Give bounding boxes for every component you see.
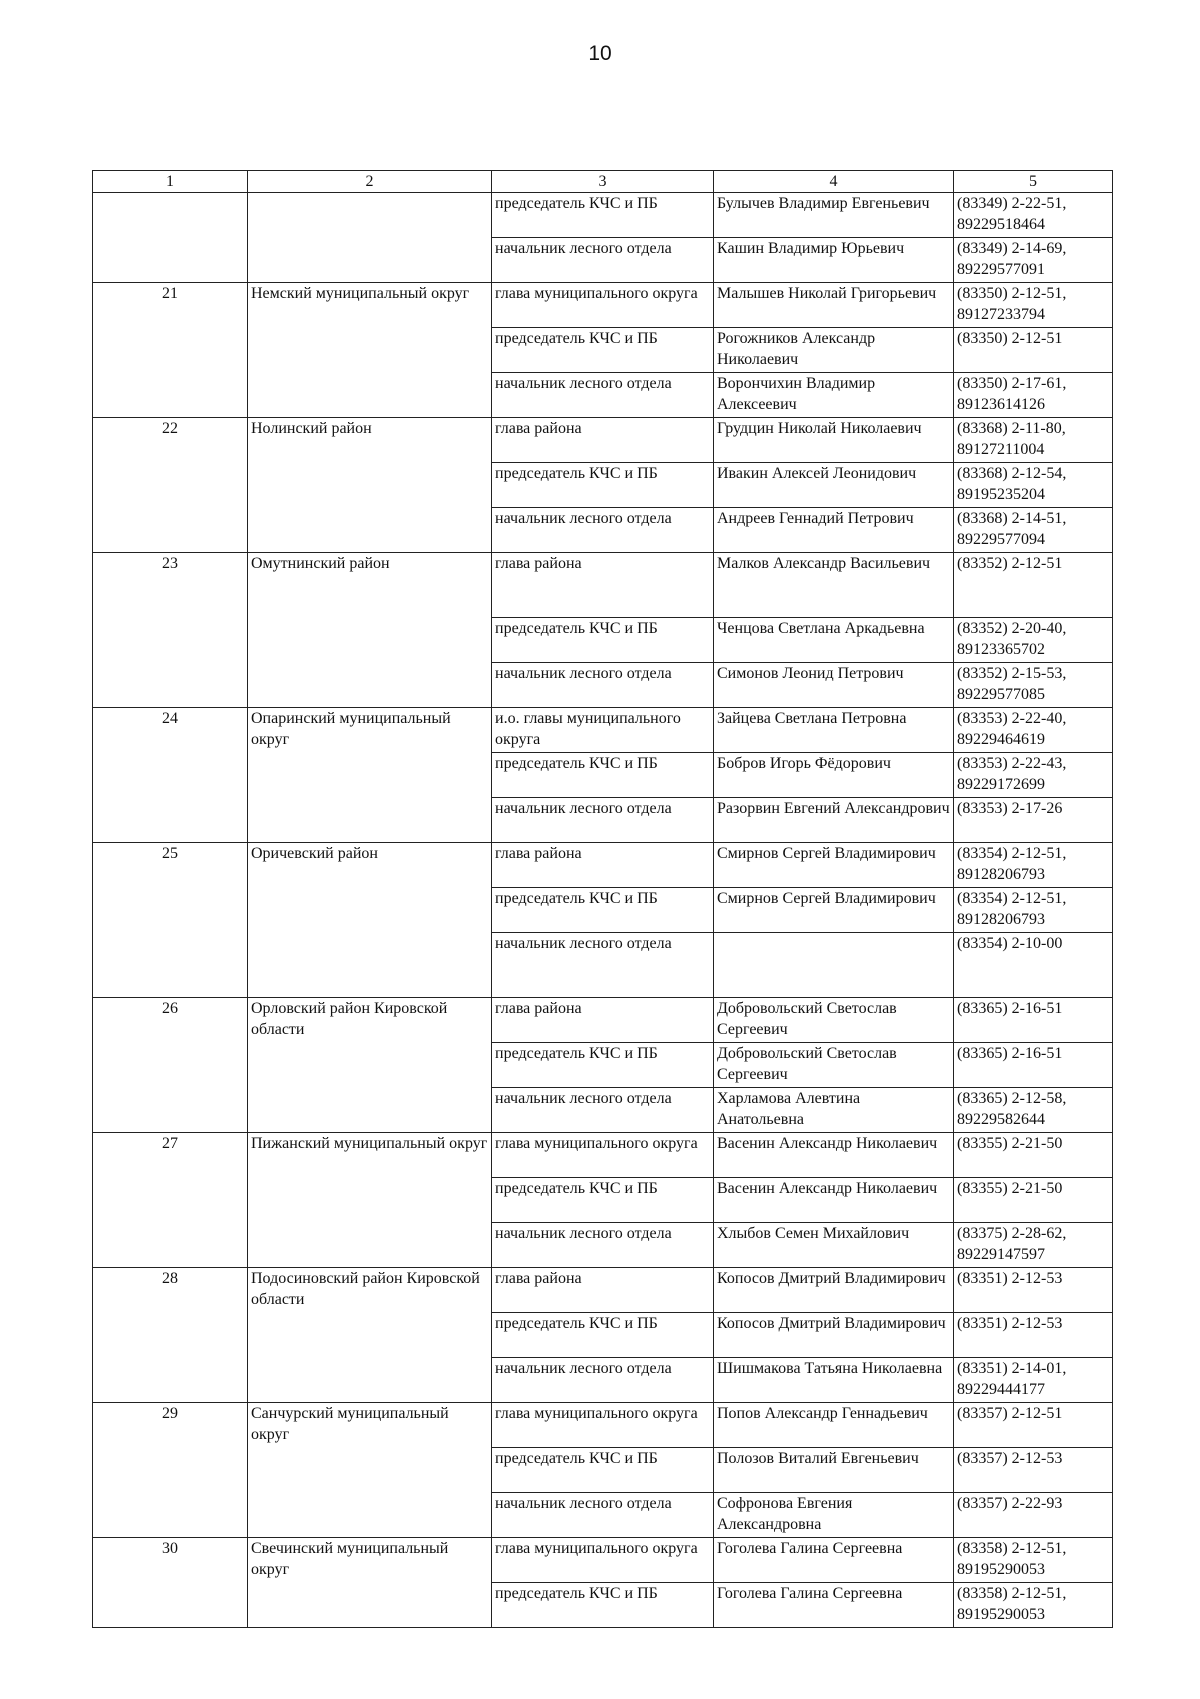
position-cell: председатель КЧС и ПБ: [492, 1448, 714, 1493]
phone-cell: (83350) 2-17-61, 89123614126: [954, 373, 1113, 418]
table-row: [93, 418, 1113, 463]
row-number: 24: [93, 708, 248, 843]
table-row: [93, 283, 1113, 328]
phone-cell: (83365) 2-16-51: [954, 1043, 1113, 1088]
position-cell: глава муниципального округа: [492, 1403, 714, 1448]
person-name-cell: [714, 933, 954, 998]
row-number: 30: [93, 1538, 248, 1628]
phone-cell: (83357) 2-12-51: [954, 1403, 1113, 1448]
phone-cell: (83352) 2-20-40, 89123365702: [954, 618, 1113, 663]
person-name-cell: Смирнов Сергей Владимирович: [714, 843, 954, 888]
person-name-cell: Ивакин Алексей Леонидович: [714, 463, 954, 508]
position-cell: начальник лесного отдела: [492, 663, 714, 708]
position-cell: начальник лесного отдела: [492, 798, 714, 843]
column-header-4: 4: [714, 171, 954, 193]
phone-cell: (83355) 2-21-50: [954, 1178, 1113, 1223]
person-name-cell: Харламова Алевтина Анатольевна: [714, 1088, 954, 1133]
person-name-cell: Васенин Александр Николаевич: [714, 1178, 954, 1223]
page-number: 10: [588, 42, 612, 65]
column-header-2: 2: [248, 171, 492, 193]
row-number: 22: [93, 418, 248, 553]
person-name-cell: Полозов Виталий Евгеньевич: [714, 1448, 954, 1493]
phone-cell: (83357) 2-12-53: [954, 1448, 1113, 1493]
position-cell: глава муниципального округа: [492, 1538, 714, 1583]
person-name-cell: Гоголева Галина Сергеевна: [714, 1583, 954, 1628]
table-row: [93, 1268, 1113, 1313]
phone-cell: (83353) 2-22-40, 89229464619: [954, 708, 1113, 753]
contacts-table: [92, 170, 1113, 1628]
row-number: 27: [93, 1133, 248, 1268]
row-number: [93, 193, 248, 283]
person-name-cell: Кашин Владимир Юрьевич: [714, 238, 954, 283]
municipality-name: Свечинский муниципальный округ: [248, 1538, 492, 1628]
position-cell: начальник лесного отдела: [492, 1493, 714, 1538]
municipality-name: Опаринский муниципальный округ: [248, 708, 492, 843]
header-row: [93, 171, 1113, 193]
table-row: [93, 708, 1113, 753]
person-name-cell: Добровольский Светослав Сергеевич: [714, 1043, 954, 1088]
person-name-cell: Ченцова Светлана Аркадьевна: [714, 618, 954, 663]
position-cell: начальник лесного отдела: [492, 933, 714, 998]
person-name-cell: Добровольский Светослав Сергеевич: [714, 998, 954, 1043]
position-cell: председатель КЧС и ПБ: [492, 618, 714, 663]
phone-cell: (83353) 2-17-26: [954, 798, 1113, 843]
phone-cell: (83350) 2-12-51, 89127233794: [954, 283, 1113, 328]
table-body: [93, 193, 1113, 1628]
row-number: 26: [93, 998, 248, 1133]
position-cell: начальник лесного отдела: [492, 1358, 714, 1403]
table-row: [93, 843, 1113, 888]
phone-cell: (83352) 2-15-53, 89229577085: [954, 663, 1113, 708]
person-name-cell: Булычев Владимир Евгеньевич: [714, 193, 954, 238]
person-name-cell: Симонов Леонид Петрович: [714, 663, 954, 708]
municipality-name: Нолинский район: [248, 418, 492, 553]
phone-cell: (83352) 2-12-51: [954, 553, 1113, 618]
person-name-cell: Копосов Дмитрий Владимирович: [714, 1313, 954, 1358]
table-row: [93, 1538, 1113, 1583]
phone-cell: (83368) 2-11-80, 89127211004: [954, 418, 1113, 463]
position-cell: председатель КЧС и ПБ: [492, 1178, 714, 1223]
phone-cell: (83355) 2-21-50: [954, 1133, 1113, 1178]
person-name-cell: Попов Александр Геннадьевич: [714, 1403, 954, 1448]
position-cell: начальник лесного отдела: [492, 1088, 714, 1133]
phone-cell: (83351) 2-12-53: [954, 1268, 1113, 1313]
person-name-cell: Шишмакова Татьяна Николаевна: [714, 1358, 954, 1403]
phone-cell: (83354) 2-12-51, 89128206793: [954, 843, 1113, 888]
person-name-cell: Ворончихин Владимир Алексеевич: [714, 373, 954, 418]
position-cell: глава района: [492, 998, 714, 1043]
position-cell: председатель КЧС и ПБ: [492, 888, 714, 933]
person-name-cell: Софронова Евгения Александровна: [714, 1493, 954, 1538]
table-header: [93, 171, 1113, 193]
column-header-1: 1: [93, 171, 248, 193]
position-cell: председатель КЧС и ПБ: [492, 1583, 714, 1628]
position-cell: председатель КЧС и ПБ: [492, 1043, 714, 1088]
position-cell: председатель КЧС и ПБ: [492, 328, 714, 373]
position-cell: начальник лесного отдела: [492, 373, 714, 418]
person-name-cell: Грудцин Николай Николаевич: [714, 418, 954, 463]
row-number: 21: [93, 283, 248, 418]
row-number: 29: [93, 1403, 248, 1538]
position-cell: глава района: [492, 418, 714, 463]
position-cell: начальник лесного отдела: [492, 508, 714, 553]
municipality-name: Подосиновский район Кировской области: [248, 1268, 492, 1403]
phone-cell: (83375) 2-28-62, 89229147597: [954, 1223, 1113, 1268]
position-cell: начальник лесного отдела: [492, 238, 714, 283]
phone-cell: (83350) 2-12-51: [954, 328, 1113, 373]
phone-cell: (83354) 2-12-51, 89128206793: [954, 888, 1113, 933]
municipality-name: Оричевский район: [248, 843, 492, 998]
person-name-cell: Бобров Игорь Фёдорович: [714, 753, 954, 798]
phone-cell: (83365) 2-12-58, 89229582644: [954, 1088, 1113, 1133]
person-name-cell: Хлыбов Семен Михайлович: [714, 1223, 954, 1268]
table-row: [93, 193, 1113, 238]
municipality-name: Санчурский муниципальный округ: [248, 1403, 492, 1538]
municipality-name: Омутнинский район: [248, 553, 492, 708]
position-cell: глава района: [492, 1268, 714, 1313]
person-name-cell: Рогожников Александр Николаевич: [714, 328, 954, 373]
column-header-5: 5: [954, 171, 1113, 193]
municipality-name: Немский муниципальный округ: [248, 283, 492, 418]
table-row: [93, 1133, 1113, 1178]
person-name-cell: Малков Александр Васильевич: [714, 553, 954, 618]
person-name-cell: Васенин Александр Николаевич: [714, 1133, 954, 1178]
position-cell: председатель КЧС и ПБ: [492, 193, 714, 238]
phone-cell: (83351) 2-12-53: [954, 1313, 1113, 1358]
position-cell: глава муниципального округа: [492, 1133, 714, 1178]
table-row: [93, 998, 1113, 1043]
person-name-cell: Зайцева Светлана Петровна: [714, 708, 954, 753]
person-name-cell: Разорвин Евгений Александрович: [714, 798, 954, 843]
row-number: 28: [93, 1268, 248, 1403]
municipality-name: [248, 193, 492, 283]
phone-cell: (83358) 2-12-51, 89195290053: [954, 1538, 1113, 1583]
phone-cell: (83365) 2-16-51: [954, 998, 1113, 1043]
row-number: 23: [93, 553, 248, 708]
phone-cell: (83349) 2-22-51, 89229518464: [954, 193, 1113, 238]
position-cell: глава района: [492, 843, 714, 888]
position-cell: начальник лесного отдела: [492, 1223, 714, 1268]
position-cell: председатель КЧС и ПБ: [492, 1313, 714, 1358]
phone-cell: (83353) 2-22-43, 89229172699: [954, 753, 1113, 798]
municipality-name: Орловский район Кировской области: [248, 998, 492, 1133]
phone-cell: (83368) 2-12-54, 89195235204: [954, 463, 1113, 508]
table-row: [93, 553, 1113, 618]
person-name-cell: Смирнов Сергей Владимирович: [714, 888, 954, 933]
position-cell: и.о. главы муниципального округа: [492, 708, 714, 753]
position-cell: председатель КЧС и ПБ: [492, 753, 714, 798]
phone-cell: (83357) 2-22-93: [954, 1493, 1113, 1538]
phone-cell: (83354) 2-10-00: [954, 933, 1113, 998]
phone-cell: (83368) 2-14-51, 89229577094: [954, 508, 1113, 553]
table-row: [93, 1403, 1113, 1448]
position-cell: глава района: [492, 553, 714, 618]
phone-cell: (83358) 2-12-51, 89195290053: [954, 1583, 1113, 1628]
phone-cell: (83349) 2-14-69, 89229577091: [954, 238, 1113, 283]
position-cell: глава муниципального округа: [492, 283, 714, 328]
municipality-name: Пижанский муниципальный округ: [248, 1133, 492, 1268]
person-name-cell: Малышев Николай Григорьевич: [714, 283, 954, 328]
phone-cell: (83351) 2-14-01, 89229444177: [954, 1358, 1113, 1403]
column-header-3: 3: [492, 171, 714, 193]
person-name-cell: Гоголева Галина Сергеевна: [714, 1538, 954, 1583]
position-cell: председатель КЧС и ПБ: [492, 463, 714, 508]
person-name-cell: Андреев Геннадий Петрович: [714, 508, 954, 553]
row-number: 25: [93, 843, 248, 998]
person-name-cell: Копосов Дмитрий Владимирович: [714, 1268, 954, 1313]
